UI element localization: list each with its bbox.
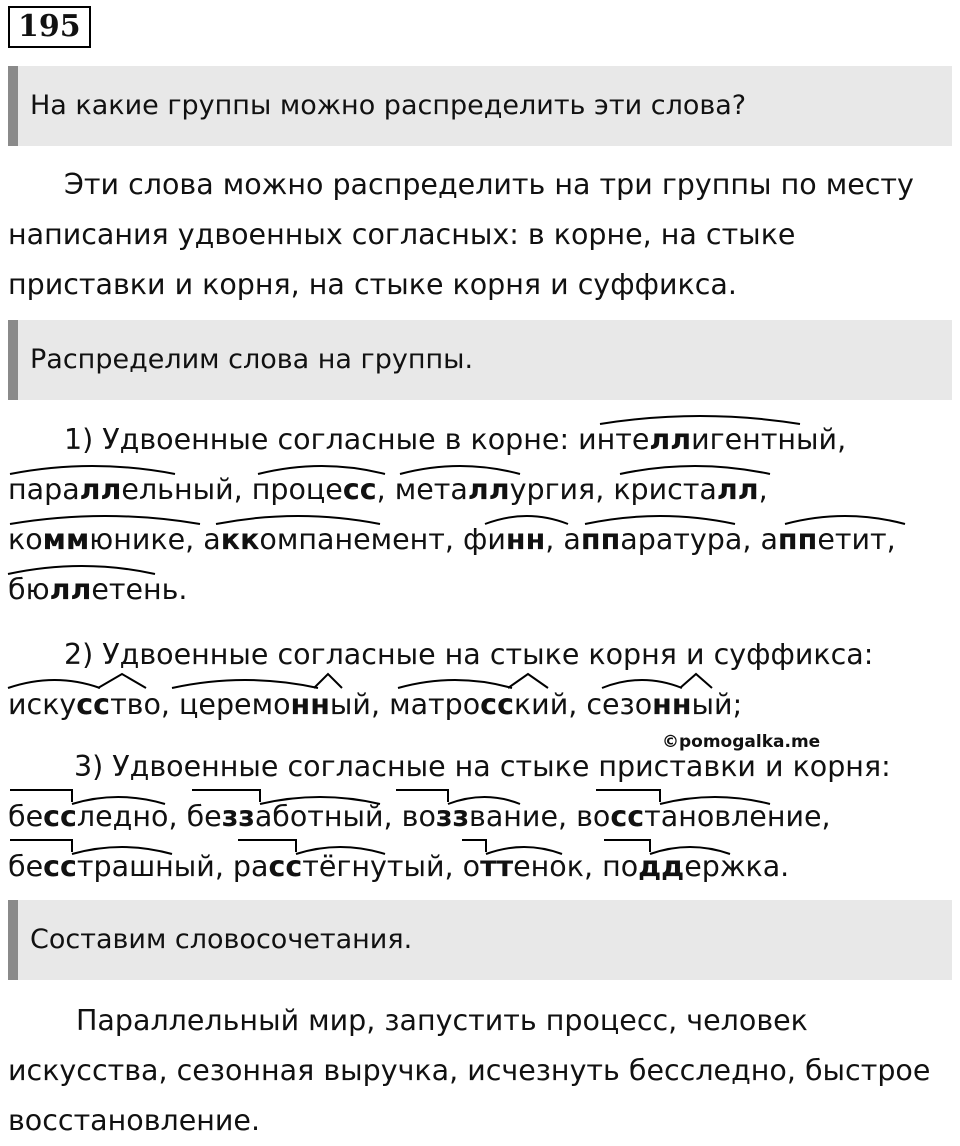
exercise-number: 195	[8, 6, 91, 48]
text-line	[8, 680, 952, 730]
text-line: приставки и корня, на стыке корня и суффикса.	[8, 268, 737, 301]
double-consonant: сс	[480, 688, 514, 721]
double-consonant: кк	[220, 523, 260, 556]
double-consonant: пп	[777, 523, 818, 556]
text-segment: ко	[8, 523, 43, 556]
text-segment: аратура, а	[620, 523, 778, 556]
text-segment: аботный, во	[254, 800, 436, 833]
text-segment: , а	[545, 523, 581, 556]
double-consonant: сс	[43, 800, 77, 833]
text-segment: , мета	[376, 473, 468, 506]
double-consonant: нн	[290, 688, 330, 721]
text-line	[8, 565, 952, 615]
double-consonant: нн	[652, 688, 692, 721]
double-consonant: лл	[649, 423, 692, 456]
double-consonant: лл	[467, 473, 510, 506]
double-consonant: сс	[342, 473, 377, 506]
double-consonant: сс	[43, 850, 77, 883]
text-line	[8, 630, 952, 680]
text-line: Эти слова можно распределить на три группы по месту	[64, 168, 914, 201]
text-segment: етень.	[91, 573, 188, 606]
double-consonant: дд	[638, 850, 685, 883]
text-segment: ержка.	[684, 850, 790, 883]
text-segment: тановление,	[644, 800, 831, 833]
double-consonant: сс	[610, 800, 645, 833]
text-segment: игентный,	[691, 423, 847, 456]
text-segment: енок, по	[513, 850, 639, 883]
double-consonant: зз	[435, 800, 470, 833]
text-segment: ельный, проце	[121, 473, 343, 506]
text-segment: ый;	[691, 688, 743, 721]
text-line	[8, 842, 952, 892]
text-segment: бю	[8, 573, 50, 606]
answer-phrases	[8, 996, 952, 1146]
double-consonant: сс	[76, 688, 111, 721]
question-distribute: Распределим слова на группы.	[8, 320, 952, 400]
text-segment: тёгнутый, о	[302, 850, 481, 883]
double-consonant: пп	[580, 523, 621, 556]
double-consonant: зз	[221, 800, 255, 833]
text-segment: кий, сезо	[513, 688, 653, 721]
double-consonant: сс	[268, 850, 303, 883]
double-consonant: лл	[716, 473, 759, 506]
group-prefix-root	[8, 742, 952, 892]
text-line: восстановление.	[8, 1104, 261, 1137]
text-line	[8, 742, 952, 792]
double-consonant: нн	[505, 523, 546, 556]
double-consonant: лл	[49, 573, 92, 606]
text-segment: омпанемент, фи	[259, 523, 506, 556]
text-segment: иску	[8, 688, 77, 721]
text-line: написания удвоенных согласных: в корне, на стыке	[8, 218, 796, 251]
question-groups: На какие группы можно распределить эти слова?	[8, 66, 952, 146]
text-line	[8, 415, 952, 465]
double-consonant: мм	[42, 523, 90, 556]
watermark: ©pomogalka.me	[662, 732, 821, 752]
text-segment: етит,	[817, 523, 896, 556]
group-root-suffix	[8, 630, 952, 730]
text-segment: пара	[8, 473, 80, 506]
text-segment: вание, во	[469, 800, 611, 833]
text-line	[8, 515, 952, 565]
text-segment: ,	[758, 473, 768, 506]
text-segment: юнике, а	[89, 523, 221, 556]
group-root	[8, 415, 952, 615]
text-segment: бе	[8, 850, 44, 883]
text-segment: 1) Удвоенные согласные в корне: инте	[64, 423, 650, 456]
question-phrases: Составим словосочетания.	[8, 900, 952, 980]
text-line	[8, 792, 952, 842]
text-segment: ледно, бе	[76, 800, 222, 833]
text-segment: 3) Удвоенные согласные на стыке приставки и корня:	[74, 750, 891, 783]
text-line: искусства, сезонная выручка, исчезнуть бесследно, быстрое	[8, 1054, 931, 1087]
text-line: Параллельный мир, запустить процесс, человек	[76, 1004, 808, 1037]
text-segment: 2) Удвоенные согласные на стыке корня и суффикса:	[64, 638, 874, 671]
text-segment: тво, церемо	[110, 688, 291, 721]
double-consonant: тт	[480, 850, 514, 883]
text-segment: ый, матро	[329, 688, 481, 721]
double-consonant: лл	[79, 473, 122, 506]
text-line	[8, 465, 952, 515]
text-segment: ургия, криста	[509, 473, 717, 506]
answer-groups	[8, 160, 952, 310]
text-segment: бе	[8, 800, 44, 833]
text-segment: трашный, ра	[76, 850, 269, 883]
